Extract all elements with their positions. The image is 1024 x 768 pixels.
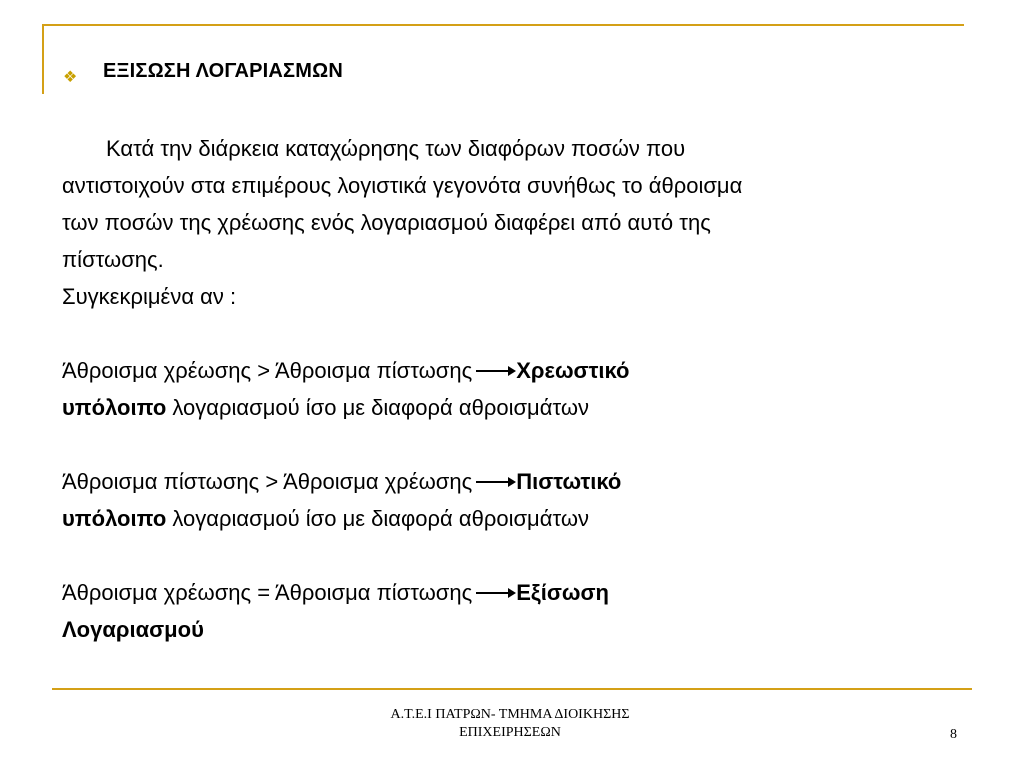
diamond-bullet-icon: ❖ — [63, 69, 78, 86]
rule-result-bold: υπόλοιπο — [62, 506, 167, 531]
rule-condition: Άθροισμα χρέωσης = Άθροισμα πίστωσης — [62, 580, 473, 605]
paragraph-line: Συγκεκριμένα αν : — [62, 284, 237, 309]
rule-result-bold: Πιστωτικό — [516, 469, 622, 494]
bottom-divider — [52, 688, 972, 690]
paragraph-line: πίστωσης. — [62, 247, 164, 272]
rule-result-text: λογαριασμού ίσο με διαφορά αθροισμάτων — [166, 395, 589, 420]
rule-credit-line — [62, 463, 962, 500]
rule-credit-result-line — [62, 500, 962, 537]
rule-condition: Άθροισμα χρέωσης > Άθροισμα πίστωσης — [62, 358, 473, 383]
paragraph-line: των ποσών της χρέωσης ενός λογαριασμού διαφέρει από αυτό της — [62, 210, 711, 235]
paragraph-line: Κατά την διάρκεια καταχώρησης των διαφόρων ποσών που — [106, 136, 686, 161]
footer — [300, 706, 720, 742]
top-divider — [42, 24, 964, 26]
footer-line: ΕΠΙΧΕΙΡΗΣΕΩΝ — [459, 725, 561, 740]
page-number: 8 — [950, 727, 957, 742]
rule-debit-result-line — [62, 389, 962, 426]
rule-result-bold: υπόλοιπο — [62, 395, 167, 420]
footer-line: Α.Τ.Ε.Ι ΠΑΤΡΩΝ- ΤΜΗΜΑ ΔΙΟΙΚΗΣΗΣ — [390, 707, 630, 722]
right-arrow-icon — [476, 592, 512, 594]
rule-result-bold: Χρεωστικό — [516, 358, 630, 383]
rule-condition: Άθροισμα πίστωσης > Άθροισμα χρέωσης — [62, 469, 473, 494]
slide-body — [62, 130, 962, 648]
rule-debit-line — [62, 352, 962, 389]
paragraph-line: αντιστοιχούν στα επιμέρους λογιστικά γεγονότα συνήθως το άθροισμα — [62, 173, 743, 198]
right-arrow-icon — [476, 370, 512, 372]
slide-heading: ΕΞΙΣΩΣΗ ΛΟΓΑΡΙΑΣΜΩΝ — [103, 60, 343, 82]
left-accent-bar — [42, 24, 44, 94]
rule-balance-result-line — [62, 611, 962, 648]
rule-result-bold: Λογαριασμού — [62, 617, 204, 642]
rule-result-text: λογαριασμού ίσο με διαφορά αθροισμάτων — [166, 506, 589, 531]
rule-result-bold: Εξίσωση — [516, 580, 609, 605]
rule-balance-line — [62, 574, 962, 611]
right-arrow-icon — [476, 481, 512, 483]
